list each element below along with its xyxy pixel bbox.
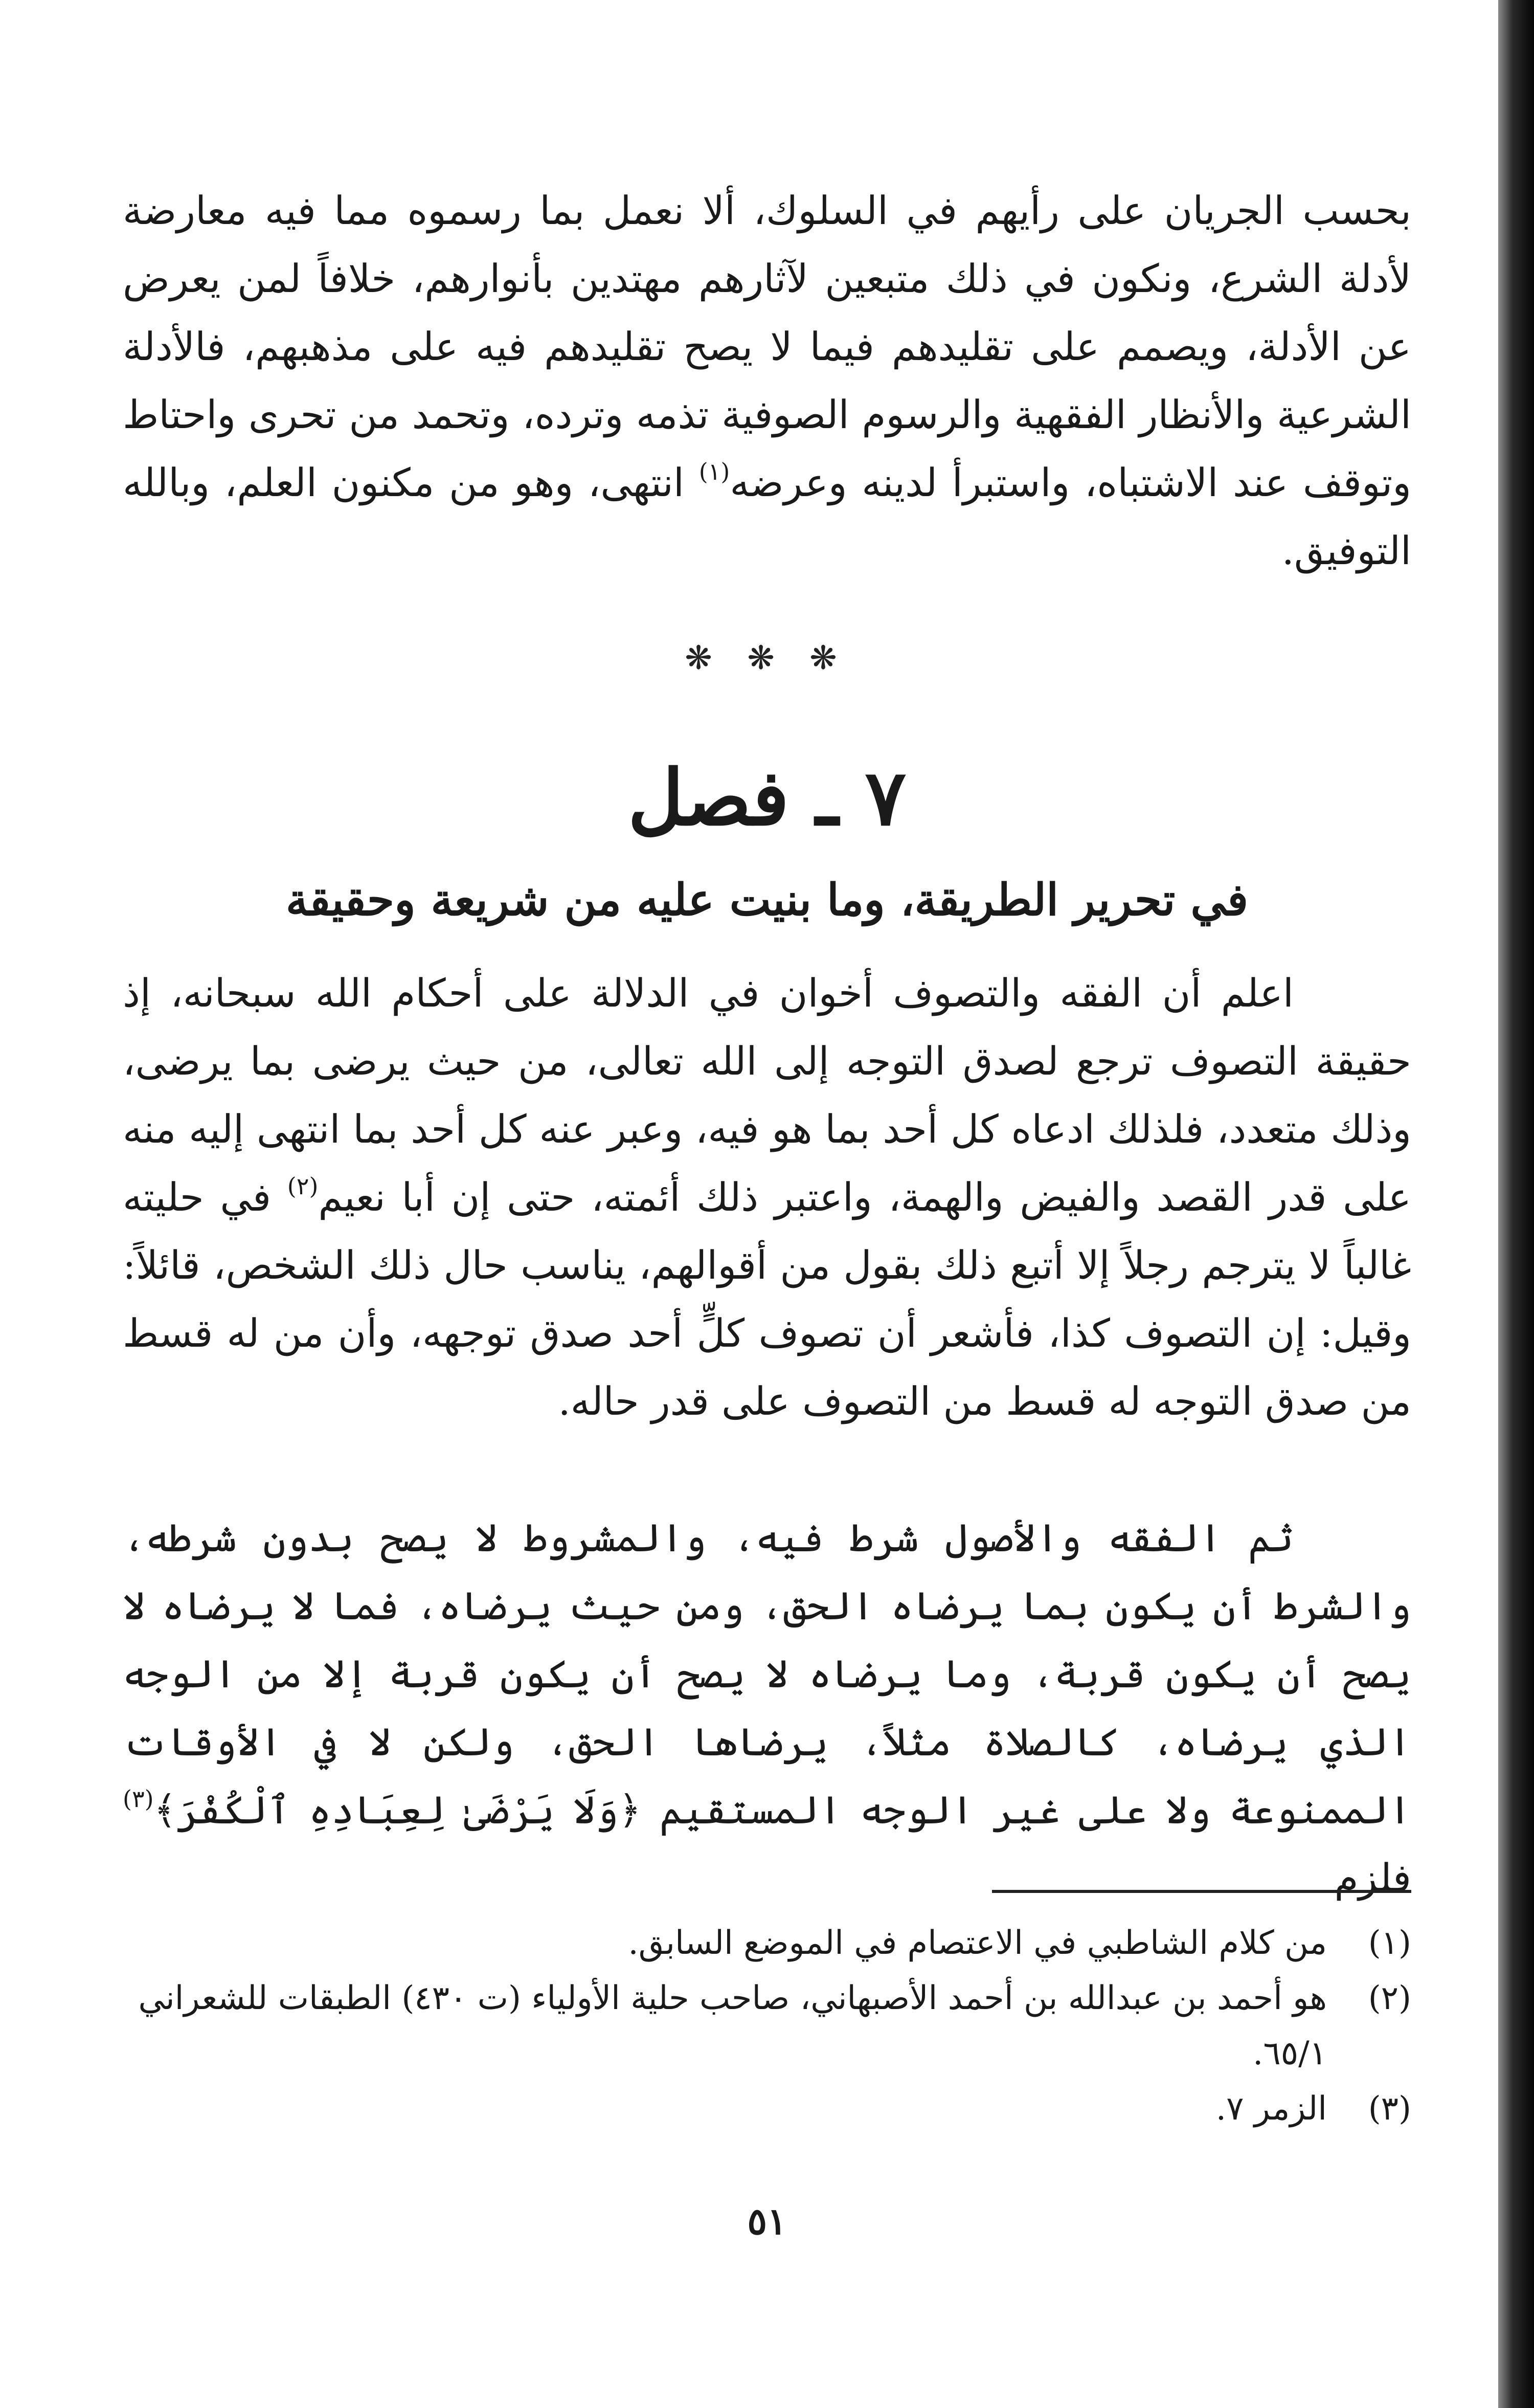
footnote-number: (٣) (1368, 2090, 1411, 2128)
paragraph-text: بحسب الجريان على رأيهم في السلوك، ألا نعمل بما رسموه مما فيه معارضة لأدلة الشرع، ونكون في ذلك متبعين لآثارهم مهتدين بأنوارهم، خلافاً لمن يعرض عن الأدلة، ويصمم على تقليدهم فيما لا يصح تقليدهم فيه على مذهبهم، فالأدلة الشرعية والأنظار الفقهية والرسوم الصوفية تذمه وترده، وتحمد من تحرى واحتاط وتوقف عند الاشتباه، واستبرأ لدينه وعرضه (123, 188, 1412, 505)
footnote-number: (٢) (1368, 1979, 1411, 2017)
book-page (123, 0, 1411, 2408)
paragraph-text: انتهى، وهو من مكنون العلم، وبالله التوفيق. (123, 460, 1411, 573)
chapter-subtitle: في تحرير الطريقة، وما بنيت عليه من شريعة وحقيقة (285, 874, 1249, 926)
body-paragraph (123, 1504, 1411, 1912)
footnotes (123, 1915, 1411, 2136)
footnote-text: الزمر ٧. (1215, 2090, 1327, 2128)
footnote-item (123, 2081, 1411, 2136)
footnote-ref-1: (١) (698, 458, 730, 485)
footnote-item (123, 1915, 1411, 1971)
footnote-ref-2: (٢) (287, 1172, 319, 1200)
footnote-text: من كلام الشاطبي في الاعتصام في الموضع السابق. (628, 1924, 1327, 1962)
paragraph-text: فلزم (1334, 1855, 1411, 1901)
footnote-divider (992, 1890, 1411, 1893)
paragraph-text: ثم الفقه والأصول شرط فيه، والمشروط لا يصح بدون شرطه، والشرط أن يكون بما يرضاه الحق، ومن حيث يرضاه، فما لا يرضاه لا يصح أن يكون قربة، وما يرضاه لا يصح أن يكون قربة إلا من الوجه الذي يرضاه، كالصلاة مثلاً، يرضاها الحق، ولكن لا في الأوقات الممنوعة ولا على غير الوجه المستقيم ﴿وَلَا يَرْضَىٰ لِعِبَادِهِ ٱلْكُفْرَ﴾ (123, 1515, 1411, 1833)
paragraph-text: في حليته غالباً لا يترجم رجلاً إلا أتبع ذلك بقول من أقوالهم، يناسب حال ذلك الشخص، قائلاً: وقيل: إن التصوف كذا، فأشعر أن تصوف كلٍّ أحد صدق توجهه، وأن من له قسط من صدق التوجه له قسط من التصوف على قدر حاله. (123, 1174, 1411, 1424)
footnote-item (123, 1971, 1411, 2081)
section-separator: ❋ ❋ ❋ (685, 639, 849, 677)
chapter-title: ٧ ـ فصل (627, 753, 907, 843)
footnote-text: هو أحمد بن عبدالله بن أحمد الأصبهاني، صاحب حلية الأولياء (ت ٤٣٠) الطبقات للشعراني ٦٥/١. (138, 1979, 1327, 2072)
footnote-ref-3: (٣) (123, 1785, 154, 1813)
page-number: ٥١ (747, 2199, 787, 2243)
book-spine-shadow (1498, 0, 1534, 2408)
body-paragraph (123, 959, 1411, 1435)
paragraph-text: اعلم أن الفقه والتصوف أخوان في الدلالة على أحكام الله سبحانه، إذ حقيقة التصوف ترجع لصدق التوجه إلى الله تعالى، من حيث يرضى بما يرضى، وذلك متعدد، فلذلك ادعاه كل أحد بما هو فيه، وعبر عنه كل أحد بما انتهى إليه منه على قدر القصد والفيض والهمة، واعتبر ذلك أئمته، حتى إن أبا نعيم (123, 970, 1412, 1220)
footnote-number: (١) (1368, 1924, 1411, 1962)
top-paragraph (123, 176, 1411, 585)
